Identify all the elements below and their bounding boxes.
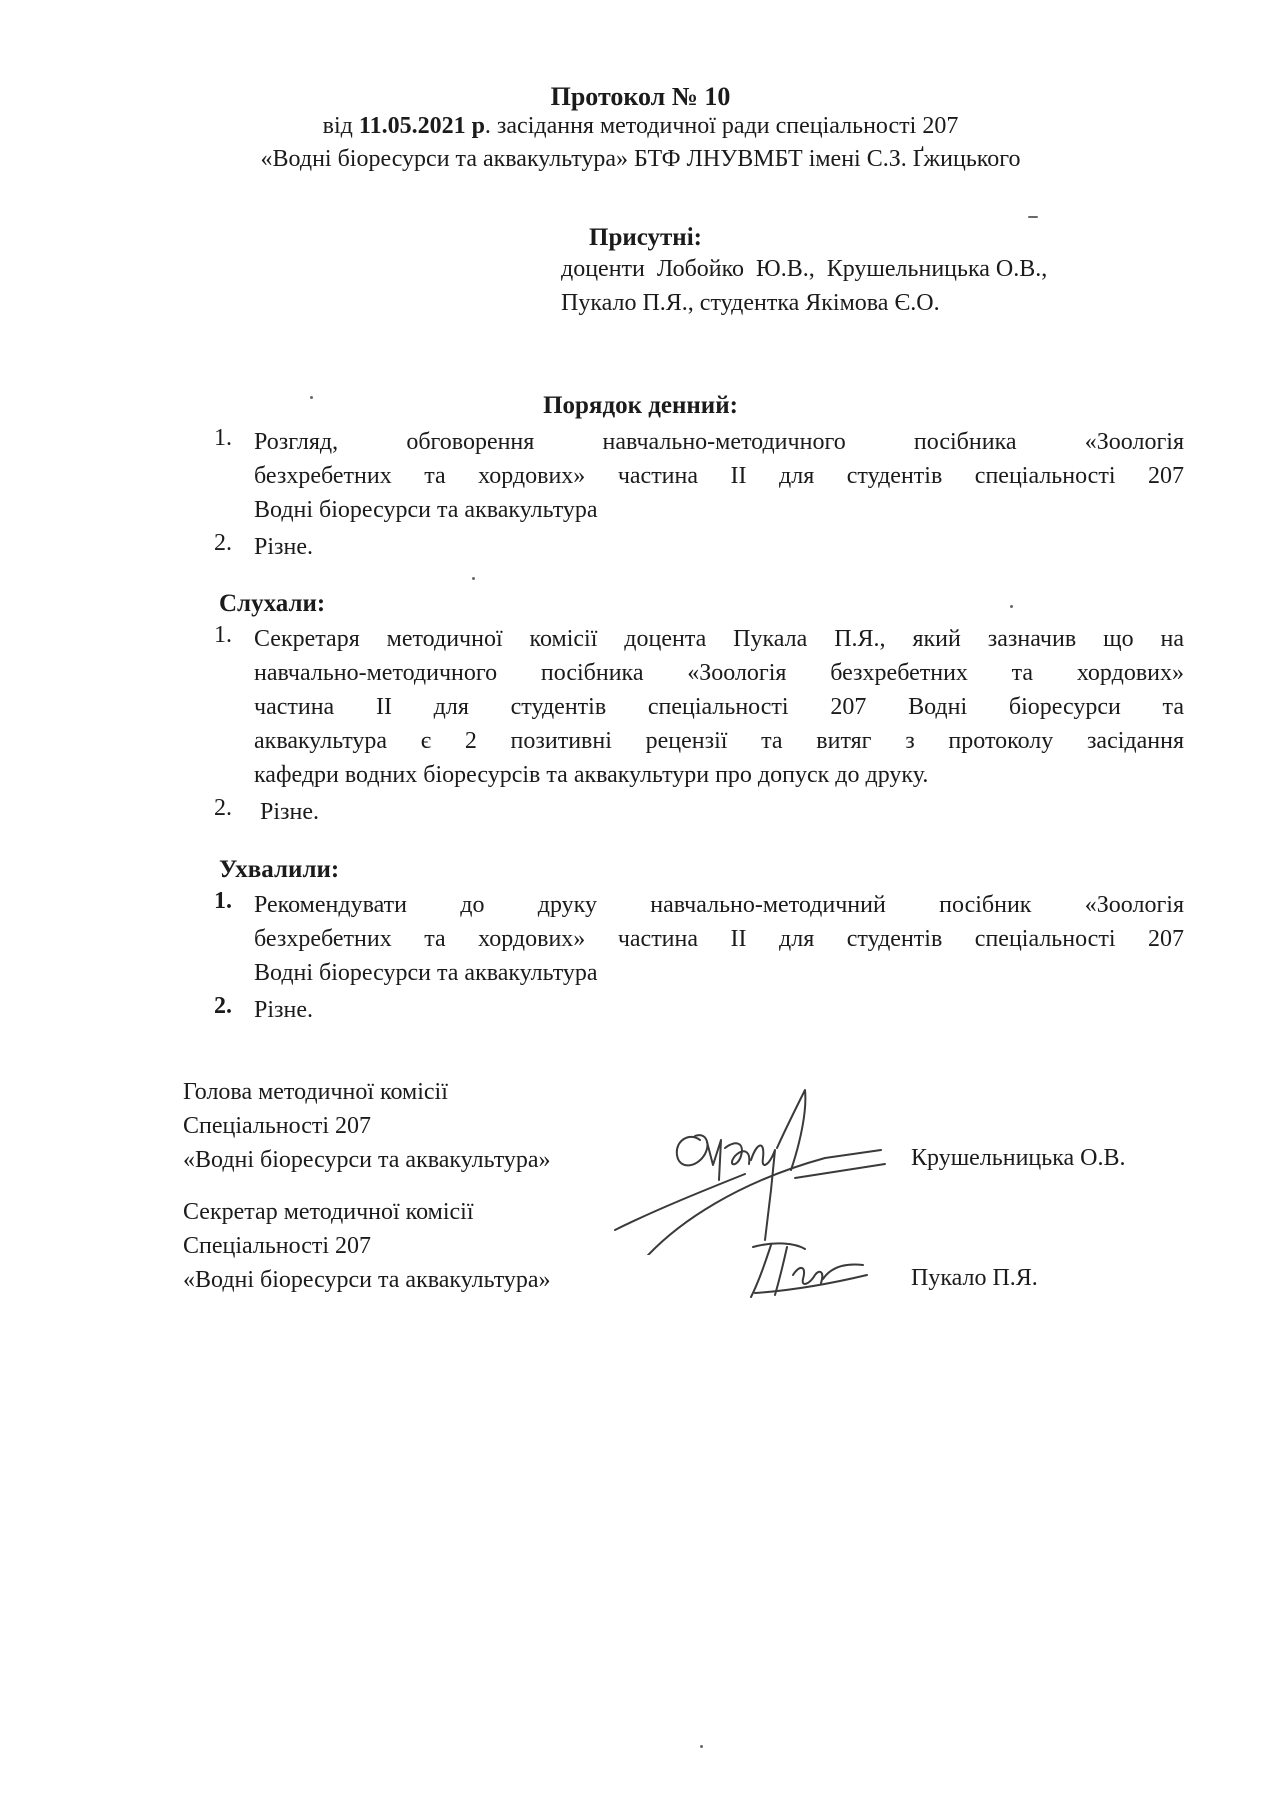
subtitle-rest: . засідання методичної ради спеціальності 207 [484,113,959,139]
item-line: Різне. [254,534,313,560]
item-line: кафедри водних біоресурсів та аквакультури про допуск до друку. [254,762,929,788]
item-line: Водні біоресурси та аквакультура [254,960,598,986]
signature-title-line: Спеціальності 207 [183,1233,372,1259]
agenda-heading: Порядок денний: [543,392,738,419]
resolved-item [214,993,1184,1027]
present-heading: Присутні: [589,224,702,251]
item-number: 2. [214,993,232,1019]
heard-item [214,795,1184,829]
item-line: безхребетних та хордових» частина ІІ для студентів спеціальності 207 [254,926,1184,952]
heard-heading: Слухали: [219,590,326,617]
signature-title-line: «Водні біоресурси та аквакультура» [183,1147,551,1173]
item-line: Рекомендувати до друку навчально-методичний посібник «Зоологія [254,892,1184,918]
chair-handwritten-signature [595,1070,895,1255]
item-number: 2. [214,530,232,556]
signature-title-line: «Водні біоресурси та аквакультура» [183,1267,551,1293]
item-line: навчально-методичного посібника «Зоологія безхребетних та хордових» [254,660,1184,686]
item-line: Різне. [254,799,319,825]
item-line: Секретаря методичної комісії доцента Пукала П.Я., який зазначив що на [254,626,1184,652]
secretary-name: Пукало П.Я. [911,1265,1038,1291]
scan-speck [310,396,313,399]
agenda-item [214,530,1184,564]
scan-speck [1028,216,1038,218]
signature-title-line: Голова методичної комісії [183,1079,448,1105]
present-line: доценти Лобойко Ю.В., Крушельницька О.В., [561,256,1048,282]
item-number: 2. [214,795,232,821]
item-number: 1. [214,888,232,914]
item-number: 1. [214,622,232,648]
heard-item [214,622,1184,792]
resolved-heading: Ухвалили: [219,856,340,883]
item-line: частина ІІ для студентів спеціальності 207 Водні біоресурси та [254,694,1184,720]
item-line: аквакультура є 2 позитивні рецензії та витяг з протоколу засідання [254,728,1184,754]
subtitle-prefix: від [322,113,353,139]
secretary-signature-block [183,1195,551,1297]
scan-speck [700,1745,703,1748]
signature-title-line: Секретар методичної комісії [183,1199,474,1225]
agenda-item [214,425,1184,527]
present-line: Пукало П.Я., студентка Якімова Є.О. [561,290,940,316]
item-line: Водні біоресурси та аквакультура [254,497,598,523]
page-title: Протокол № 10 [550,82,731,111]
protocol-date-line [0,113,1281,140]
item-number: 1. [214,425,232,451]
chair-signature-block [183,1075,551,1177]
faculty-line: «Водні біоресурси та аквакультура» БТФ ЛНУВМБТ імені С.З. Ґжицького [260,146,1021,172]
item-line: Різне. [254,997,313,1023]
secretary-handwritten-signature [735,1235,875,1305]
resolved-item [214,888,1184,990]
scan-speck [472,577,475,580]
item-line: безхребетних та хордових» частина ІІ для студентів спеціальності 207 [254,463,1184,489]
chair-name: Крушельницька О.В. [911,1145,1126,1171]
signature-title-line: Спеціальності 207 [183,1113,372,1139]
protocol-date: 11.05.2021 р [358,113,485,139]
item-line: Розгляд, обговорення навчально-методичного посібника «Зоологія [254,429,1184,455]
scan-speck [1010,605,1013,608]
